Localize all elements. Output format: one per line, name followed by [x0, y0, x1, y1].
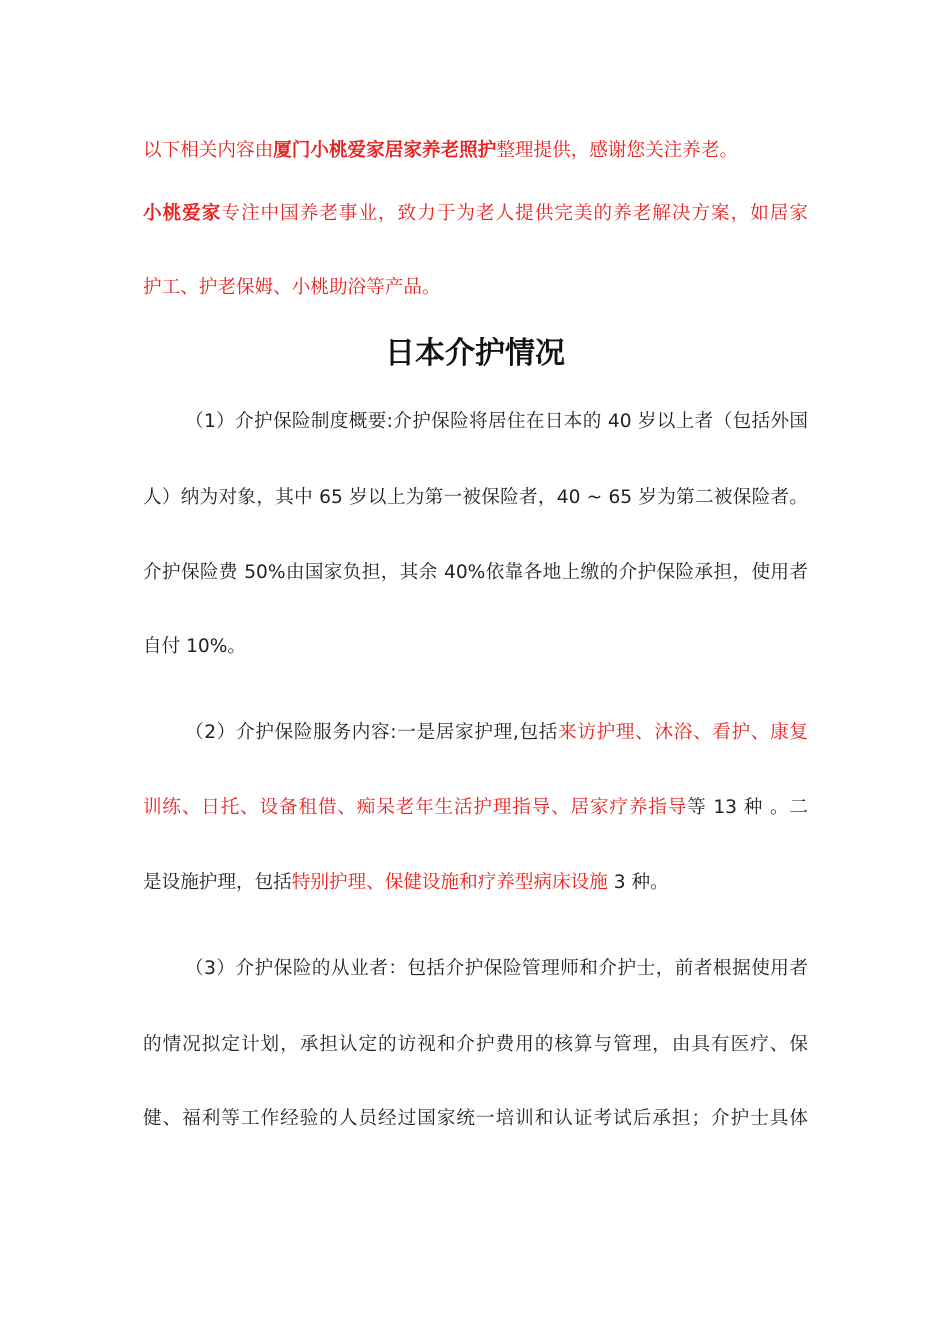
highlight-text: 训练、日托、设备租借、痴呆老年生活护理指导、居家疗养指导 — [143, 797, 688, 818]
section-2-text: 3 种。 — [607, 872, 669, 893]
section-1-line-4: 自付 10%。 — [143, 636, 247, 657]
section-2-line-3 — [143, 870, 808, 896]
section-2-line-1 — [143, 720, 808, 746]
intro-text: 整理提供，感谢您关注养老。 — [496, 140, 739, 161]
highlight-text: 特别护理、保健设施和疗养型病床设施 — [291, 872, 608, 893]
section-3-line-2: 的情况拟定计划，承担认定的访视和介护费用的核算与管理，由具有医疗、保 — [143, 1034, 808, 1055]
section-2-text: 等 13 种 。二 — [687, 797, 808, 818]
company-name: 厦门小桃爱家居家养老照护 — [273, 140, 497, 161]
intro-line-1 — [143, 138, 808, 164]
section-2-line-2 — [143, 795, 808, 821]
intro-line-2 — [143, 201, 808, 227]
section-1-line-3: 介护保险费 50%由国家负担，其余 40%依靠各地上缴的介护保险承担，使用者 — [143, 562, 808, 583]
intro-line-3: 护工、护老保姆、小桃助浴等产品。 — [143, 277, 441, 298]
section-1-line-2: 人）纳为对象，其中 65 岁以上为第一被保险者，40 ~ 65 岁为第二被保险者。 — [143, 487, 808, 508]
intro-text: 专注中国养老事业，致力于为老人提供完美的养老解决方案，如居家 — [221, 203, 808, 224]
intro-text: 以下相关内容由 — [143, 140, 274, 161]
section-2-text: （2）介护保险服务内容:一是居家护理,包括 — [185, 722, 559, 743]
section-1-line-1: （1）介护保险制度概要:介护保险将居住在日本的 40 岁以上者（包括外国 — [185, 411, 808, 432]
page-title: 日本介护情况 — [385, 336, 565, 371]
section-2-text: 是设施护理，包括 — [143, 872, 292, 893]
brand-name: 小桃爱家 — [143, 203, 222, 224]
highlight-text: 来访护理、沐浴、看护、康复 — [558, 722, 808, 743]
section-3-line-3: 健、福利等工作经验的人员经过国家统一培训和认证考试后承担；介护士具体 — [143, 1108, 808, 1129]
section-3-line-1: （3）介护保险的从业者：包括介护保险管理师和介护士，前者根据使用者 — [185, 958, 808, 979]
